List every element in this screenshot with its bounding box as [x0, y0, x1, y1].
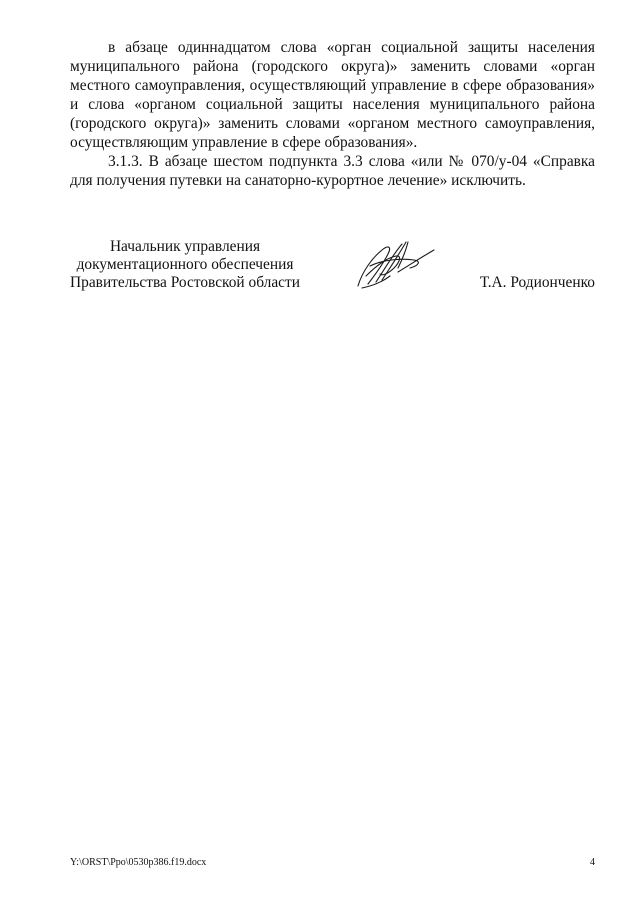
footer-file-path: Y:\ORST\Ppo\0530p386.f19.docx	[70, 857, 207, 868]
document-body	[70, 38, 595, 190]
position-line: документационного обеспечения	[76, 256, 294, 273]
paragraph-amendment-1	[70, 38, 595, 152]
position-line: Начальник управления	[109, 238, 261, 255]
text-line: для получения путевки на санаторно-курортное лечение» исключить.	[70, 172, 526, 189]
handwritten-signature-icon	[352, 236, 438, 294]
text-line: (городского округа)» заменить словами «органом местного самоуправления,	[70, 115, 595, 132]
text-line: в абзаце одиннадцатом слова «орган социальной защиты населения	[108, 39, 595, 56]
text-line: осуществляющим управление в сфере образования».	[70, 134, 418, 151]
text-line: местного самоуправления, осуществляющий управление в сфере образования»	[70, 77, 595, 94]
text-line: муниципального района (городского округа)» заменить словами «орган	[70, 58, 595, 75]
text-line: и слова «органом социальной защиты населения муниципального района	[70, 96, 595, 113]
signatory-position	[60, 238, 310, 292]
page-number: 4	[590, 857, 595, 868]
position-line: Правительства Ростовской области	[70, 274, 300, 291]
text-line: 3.1.3. В абзаце шестом подпункта 3.3 слова «или № 070/у-04 «Справка	[108, 153, 595, 170]
signer-name: Т.А. Родионченко	[479, 274, 595, 291]
paragraph-amendment-2	[70, 152, 595, 190]
